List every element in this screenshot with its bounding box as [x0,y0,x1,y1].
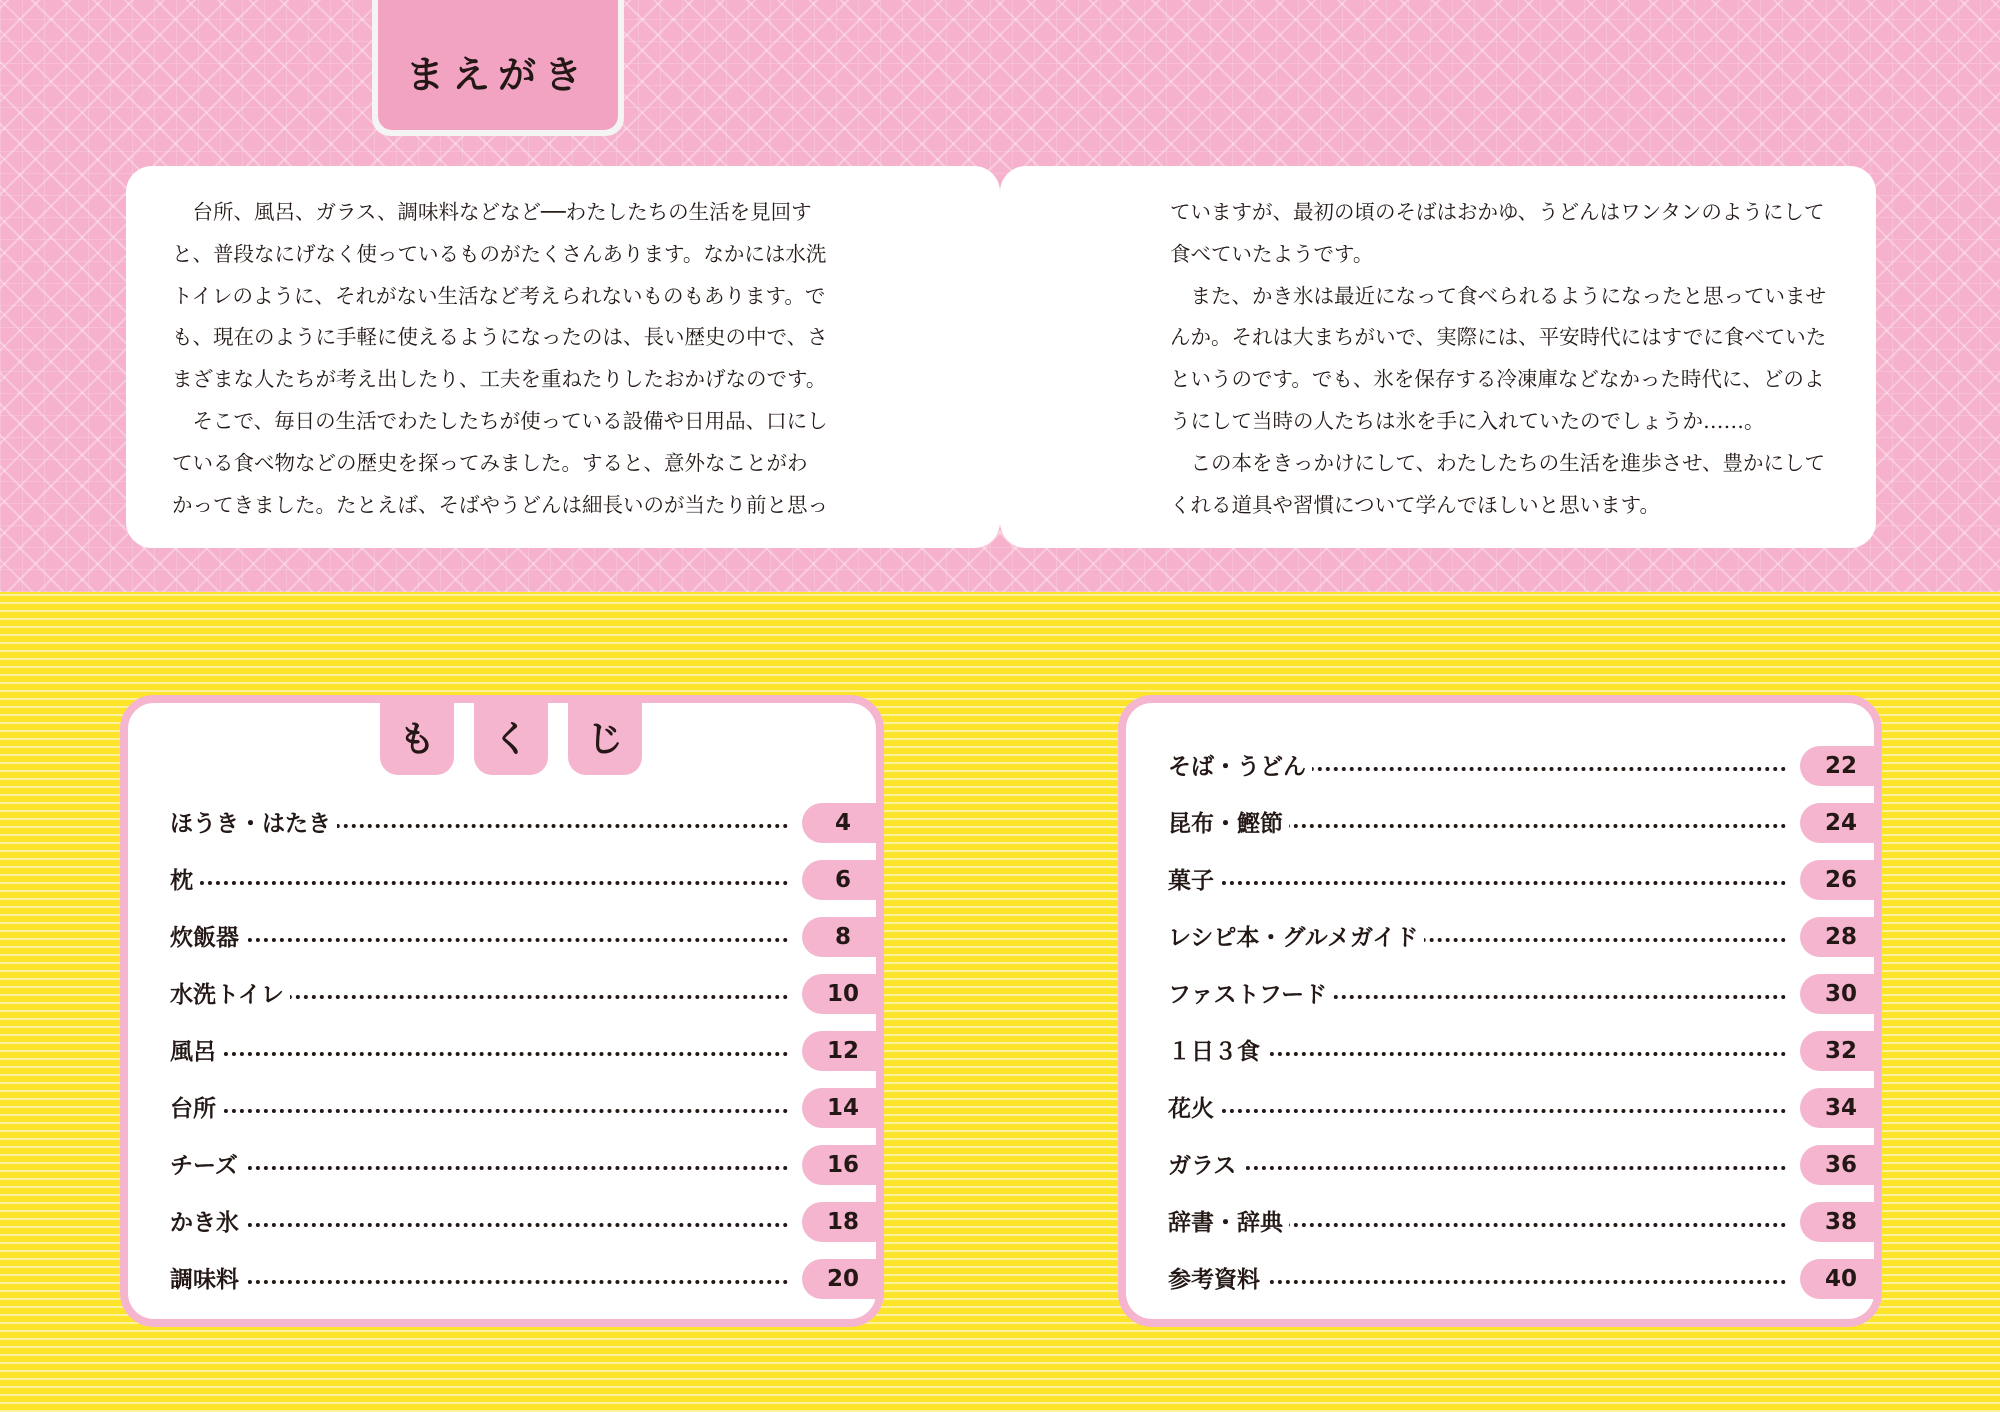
toc-entry-page: 30 [1800,974,1882,1014]
preface-text-right [1170,192,1836,526]
toc-entry-page: 20 [802,1259,884,1299]
toc-entry[interactable] [128,917,876,957]
toc-entry-page: 14 [802,1088,884,1128]
dot-leader [1174,1166,1786,1170]
preface-line: トイレのように、それがない生活など考えられないものもあります。で [172,283,826,308]
toc-entry-title: 調味料 [170,1261,245,1294]
toc-entry[interactable] [128,974,876,1014]
preface-line: この本をきっかけにして、わたしたちの生活を進歩させ、豊かにして [1170,450,1825,475]
toc-header-char: く [474,697,548,775]
toc-entry[interactable] [1126,1259,1874,1299]
toc-panel-left [120,695,884,1327]
toc-entry-page: 34 [1800,1088,1882,1128]
dot-leader [176,1223,788,1227]
preface-line: も、現在のように手軽に使えるようになったのは、長い歴史の中で、さ [172,325,828,350]
preface-text-left [172,192,966,526]
toc-entry-page: 36 [1800,1145,1882,1185]
toc-entry[interactable] [128,860,876,900]
toc-entry-title: 花火 [1168,1090,1220,1123]
toc-entry-page: 18 [802,1202,884,1242]
toc-entry-page: 32 [1800,1031,1882,1071]
toc-entry[interactable] [1126,860,1874,900]
preface-line: 食べていたようです。 [1170,241,1374,266]
toc-entry-page: 22 [1800,746,1882,786]
preface-panel-right [1000,166,1876,548]
toc-entry-page: 24 [1800,803,1882,843]
preface-line: くれる道具や習慣について学んでほしいと思います。 [1170,492,1660,517]
toc-entry[interactable] [128,1145,876,1185]
toc-entry[interactable] [128,1088,876,1128]
toc-entry-page: 26 [1800,860,1882,900]
preface-line: 台所、風呂、ガラス、調味料などなど──わたしたちの生活を見回す [172,200,812,224]
preface-line: かってきました。たとえば、そばやうどんは細長いのが当たり前と思っ [172,492,828,517]
toc-header-char: じ [568,697,642,775]
toc-entry-title: 参考資料 [1168,1261,1266,1294]
toc-entry-page: 6 [802,860,884,900]
toc-entry-title: 水洗トイレ [170,976,290,1009]
toc-entry-page: 16 [802,1145,884,1185]
preface-line: ていますが、最初の頃のそばはおかゆ、うどんはワンタンのようにして [1170,200,1825,224]
dot-leader [176,938,788,942]
preface-line: というのです。でも、氷を保存する冷凍庫などなかった時代に、どのよ [1170,367,1825,392]
toc-panel-right [1118,695,1882,1327]
toc-entry-title: 風呂 [170,1033,222,1066]
toc-entry[interactable] [1126,974,1874,1014]
toc-entry[interactable] [128,1259,876,1299]
toc-entry-title: 炊飯器 [170,919,245,952]
preface-line: と、普段なにげなく使っているものがたくさんあります。なかには水洗 [172,241,827,266]
toc-entry-page: 28 [1800,917,1882,957]
preface-line: まざまな人たちが考え出したり、工夫を重ねたりしたおかげなのです。 [172,367,827,392]
toc-entry[interactable] [1126,803,1874,843]
toc-entry-title: レシピ本・グルメガイド [1168,919,1424,952]
preface-title: まえがき [405,52,590,97]
preface-line: んか。それは大まちがいで、実際には、平安時代にはすでに食べていた [1170,325,1827,350]
toc-entry[interactable] [1126,1031,1874,1071]
toc-entry-page: 12 [802,1031,884,1071]
toc-entry-title: チーズ [170,1147,244,1180]
toc-entry-page: 8 [802,917,884,957]
toc-entry[interactable] [1126,1202,1874,1242]
toc-entry-title: 枕 [170,862,199,895]
toc-entry-title: 辞書・辞典 [1168,1204,1289,1237]
toc-entry-title: 菓子 [1168,862,1220,895]
preface-line: また、かき氷は最近になって食べられるようになったと思っていませ [1170,283,1826,308]
toc-header [380,697,642,775]
preface-panel-left [126,166,1000,548]
toc-entry[interactable] [128,1031,876,1071]
toc-entry-title: ファストフード [1168,976,1333,1009]
dot-leader [1174,881,1786,885]
toc-entry-page: 4 [802,803,884,843]
dot-leader [1174,1109,1786,1113]
toc-header-char: も [380,697,454,775]
preface-title-tab [372,0,624,136]
toc-entry-title: ほうき・はたき [170,805,337,838]
toc-entry[interactable] [128,1202,876,1242]
preface-line: ている食べ物などの歴史を探ってみました。すると、意外なことがわ [172,450,808,475]
toc-entry-title: 台所 [170,1090,222,1123]
dot-leader [176,1109,788,1113]
dot-leader [176,1052,788,1056]
toc-entry-title: １日３食 [1168,1033,1266,1066]
preface-line: うにして当時の人たちは氷を手に入れていたのでしょうか……。 [1170,408,1765,433]
dot-leader [176,1166,788,1170]
preface-title-tab-inner [378,0,618,130]
toc-entry[interactable] [1126,746,1874,786]
toc-entry[interactable] [1126,1145,1874,1185]
toc-entry-title: そば・うどん [1168,748,1312,781]
toc-entry-title: ガラス [1168,1147,1242,1180]
toc-entry-page: 38 [1800,1202,1882,1242]
toc-entry-title: かき氷 [170,1204,245,1237]
toc-entry[interactable] [1126,1088,1874,1128]
toc-entry-page: 40 [1800,1259,1882,1299]
dot-leader [176,1280,788,1284]
toc-entry[interactable] [128,803,876,843]
preface-line: そこで、毎日の生活でわたしたちが使っている設備や日用品、口にし [172,408,828,433]
toc-entry[interactable] [1126,917,1874,957]
toc-entry-page: 10 [802,974,884,1014]
dot-leader [176,881,788,885]
toc-entry-title: 昆布・鰹節 [1168,805,1289,838]
